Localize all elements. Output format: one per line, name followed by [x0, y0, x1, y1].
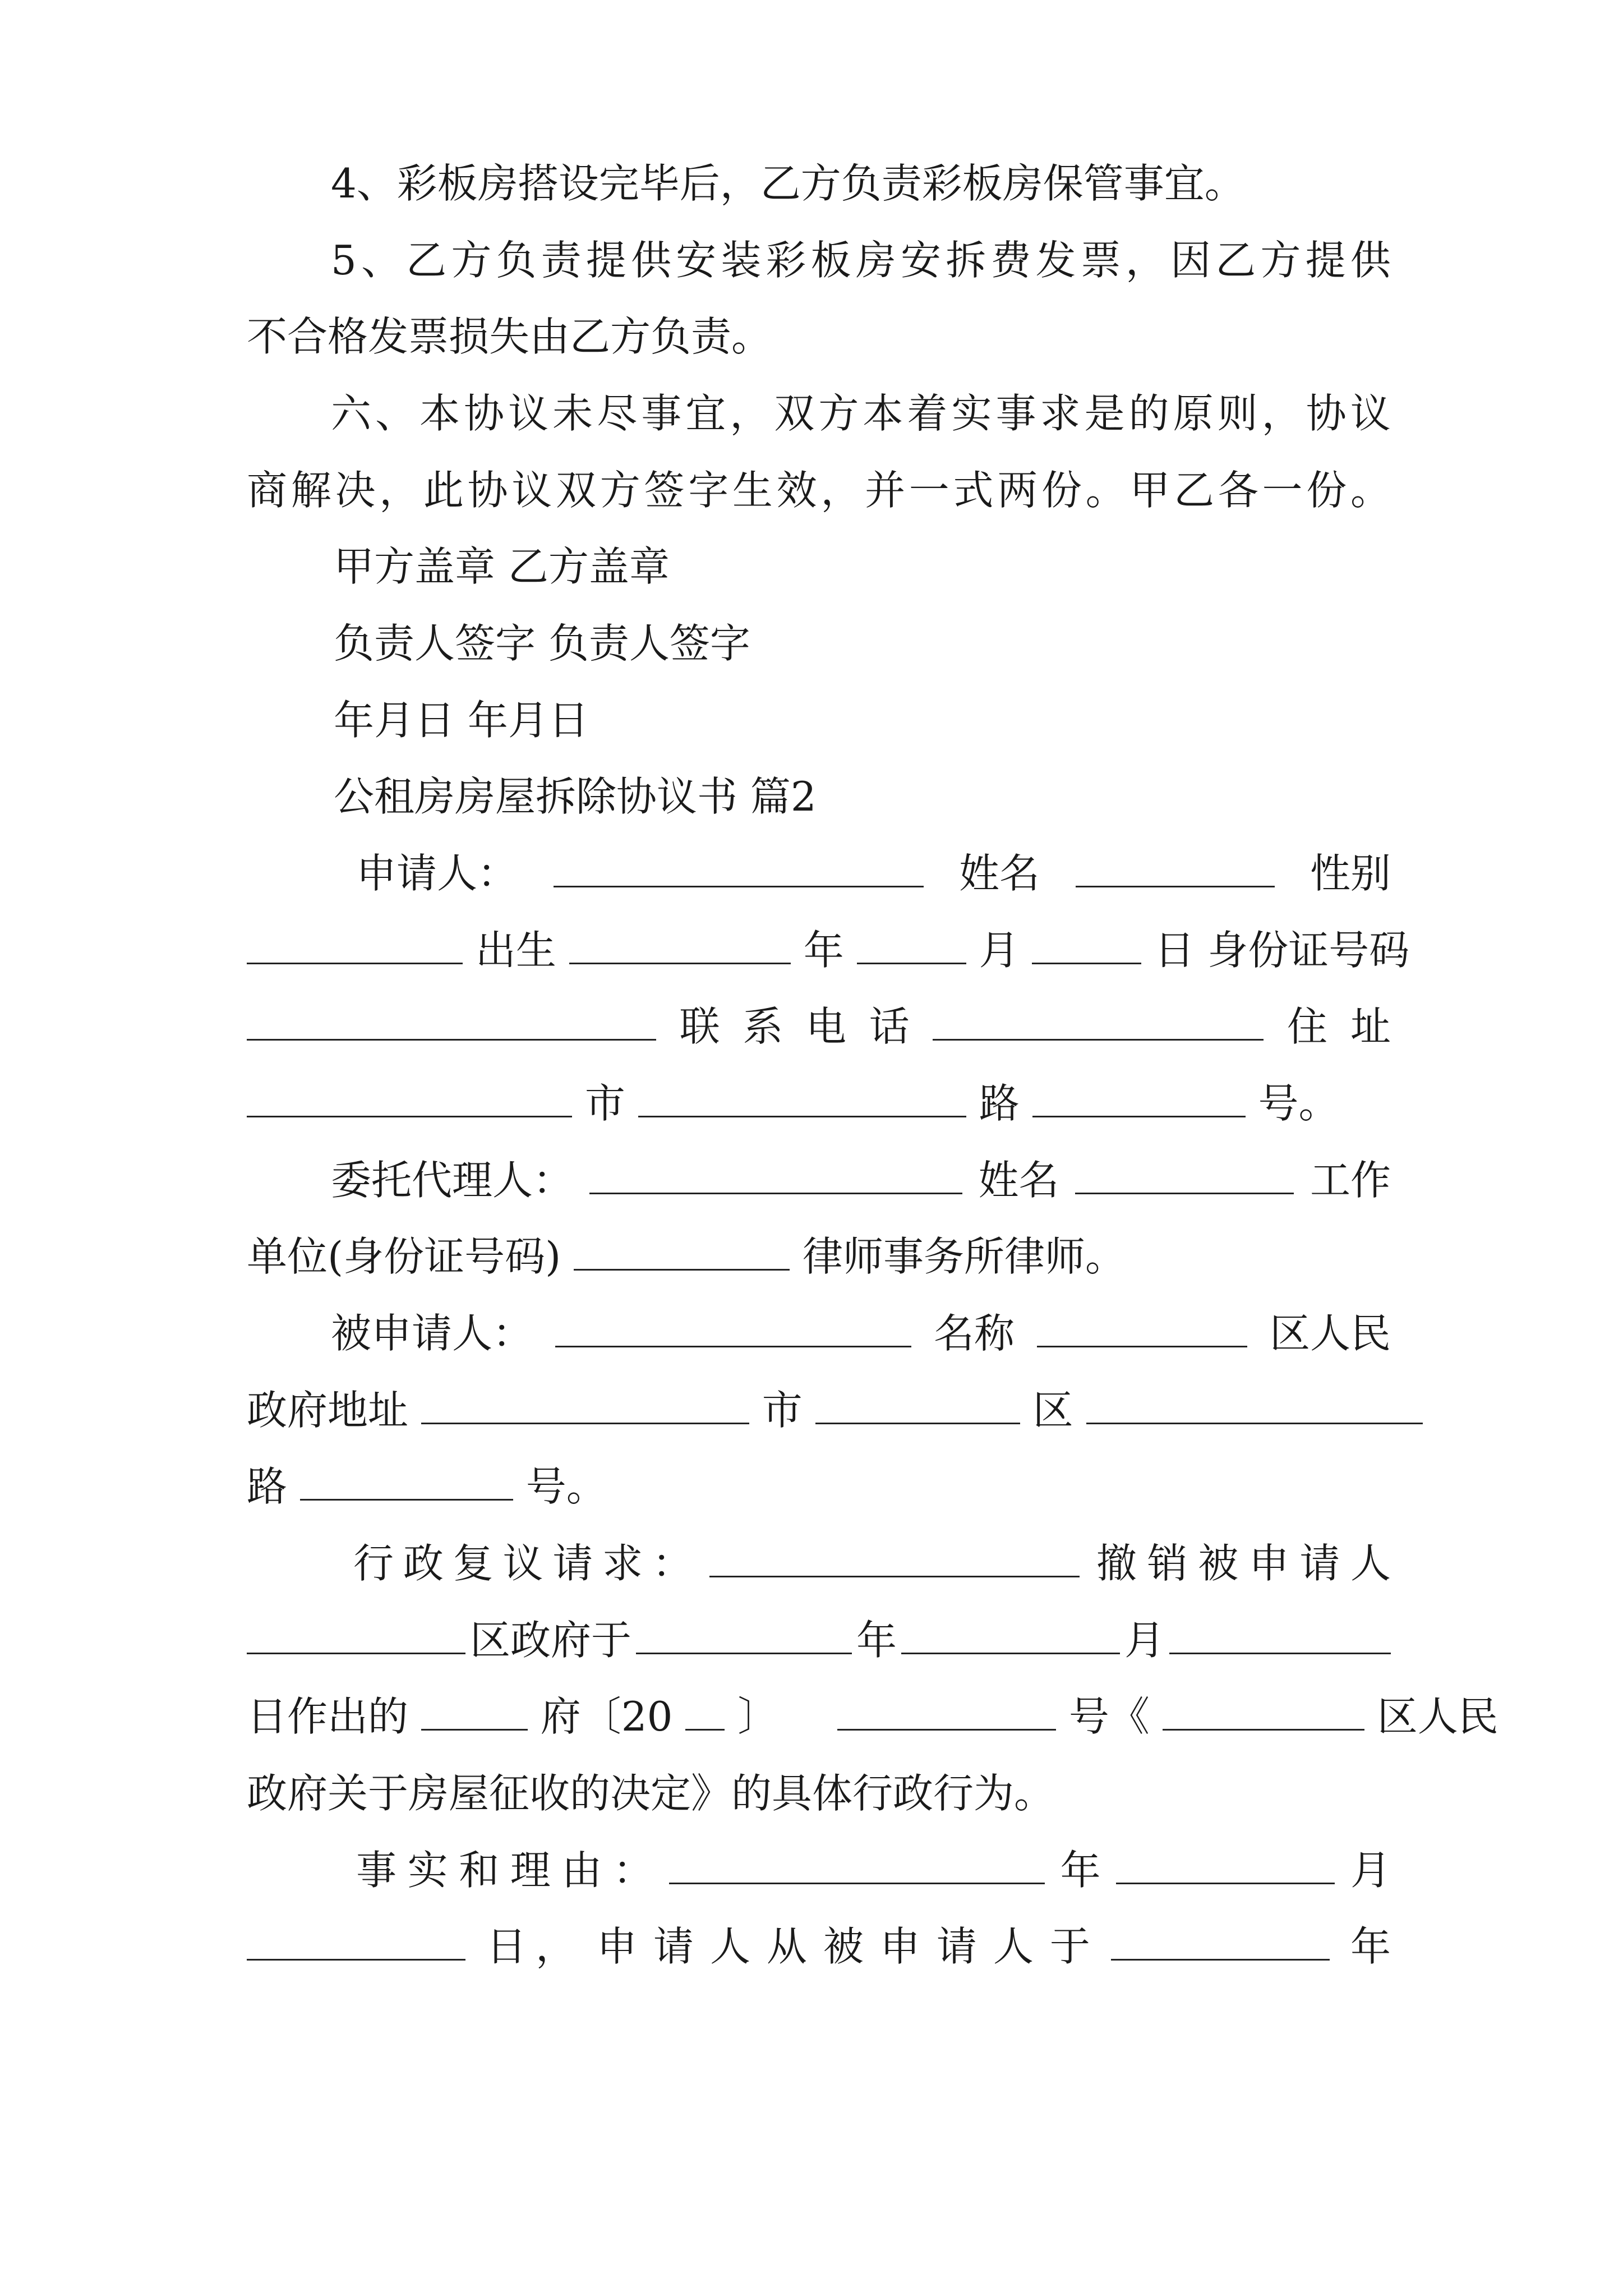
- char: 被: [1198, 1540, 1239, 1587]
- char: 板: [810, 237, 851, 284]
- blank[interactable]: [1086, 1390, 1423, 1424]
- blank[interactable]: [837, 1696, 1056, 1731]
- name-label: 姓名: [978, 1157, 1059, 1204]
- day-comma-label: [486, 1917, 576, 1976]
- blank[interactable]: [300, 1466, 513, 1501]
- char: 协: [467, 467, 508, 514]
- applicant-label: [356, 844, 518, 903]
- char: 六: [331, 390, 372, 437]
- district-people-label: 区人民: [1269, 1310, 1391, 1357]
- char: 系: [743, 1003, 783, 1050]
- char: 人: [1350, 1540, 1391, 1587]
- blank[interactable]: [421, 1696, 528, 1731]
- request-label: [353, 1534, 693, 1593]
- char: 议: [508, 390, 549, 437]
- made-on-label: 日作出的: [247, 1693, 409, 1740]
- request-line-3: [247, 1687, 1498, 1746]
- char: 话: [869, 1003, 910, 1050]
- gov-address-label: 政府地址: [247, 1387, 409, 1434]
- char: 政: [403, 1540, 444, 1587]
- month-label: 月: [1350, 1847, 1391, 1894]
- char: 由: [561, 1847, 602, 1894]
- char: ，: [379, 467, 420, 514]
- blank[interactable]: [857, 930, 966, 964]
- day-label: 日: [1154, 927, 1195, 974]
- respondent-line-2: [247, 1381, 1391, 1439]
- blank[interactable]: [669, 1850, 1045, 1884]
- char: 签: [644, 467, 685, 514]
- char: 则: [1217, 390, 1258, 437]
- char: 撤: [1096, 1540, 1137, 1587]
- char: 各: [1218, 467, 1258, 514]
- char: 。: [1350, 467, 1391, 514]
- char: ：: [612, 1847, 653, 1894]
- blank[interactable]: [247, 930, 463, 964]
- char: 方: [1260, 237, 1301, 284]
- blank[interactable]: [247, 1006, 656, 1041]
- char: 解: [291, 467, 331, 514]
- char: 申: [596, 1923, 637, 1970]
- char: 双: [774, 390, 815, 437]
- blank[interactable]: [247, 1620, 465, 1654]
- applicant-line-4: [247, 1074, 1391, 1133]
- char: 原: [1173, 390, 1214, 437]
- char: 提: [1305, 237, 1346, 284]
- char: 的: [1128, 390, 1169, 437]
- city-label: 市: [762, 1387, 803, 1434]
- char: 供: [1350, 237, 1391, 284]
- char: 本: [863, 390, 903, 437]
- char: 销: [1147, 1540, 1188, 1587]
- char: 事: [356, 1847, 397, 1894]
- char: 请: [1299, 1540, 1340, 1587]
- char: 请: [396, 850, 437, 897]
- char: ，: [1261, 390, 1302, 437]
- char: 申: [356, 850, 397, 897]
- name-label: [959, 844, 1040, 903]
- char: 电: [805, 1003, 846, 1050]
- month-label: 月: [1124, 1617, 1165, 1664]
- char: 份: [1306, 467, 1347, 514]
- char: 两: [997, 467, 1038, 514]
- char: 因: [1170, 237, 1211, 284]
- blank[interactable]: [1111, 1926, 1330, 1961]
- char: 方: [600, 467, 640, 514]
- applicant-line-2: [247, 921, 1410, 979]
- char: 住: [1287, 1003, 1327, 1050]
- char: 安: [676, 237, 717, 284]
- number-label: 号。: [1258, 1080, 1339, 1127]
- char: 乙: [406, 237, 447, 284]
- char: 。: [1085, 467, 1126, 514]
- request-line-4: 政府关于房屋征收的决定》的具体行政行为。: [247, 1770, 1055, 1817]
- char: 着: [907, 390, 948, 437]
- district-label: 区: [1032, 1387, 1073, 1434]
- char: 请: [653, 1923, 694, 1970]
- blank[interactable]: [1076, 853, 1275, 887]
- char: 理: [510, 1847, 551, 1894]
- applicant-line-3: [247, 997, 1391, 1056]
- char: 议: [511, 467, 552, 514]
- char: 人: [437, 850, 478, 897]
- fu-label: 府〔20: [540, 1693, 673, 1740]
- char: 甲: [1129, 467, 1170, 514]
- char: 房: [855, 237, 896, 284]
- blank[interactable]: [1037, 1313, 1247, 1347]
- road-label: 路: [247, 1463, 288, 1510]
- char: 联: [679, 1003, 720, 1050]
- blank[interactable]: [815, 1390, 1020, 1424]
- char: 一: [909, 467, 949, 514]
- char: 姓: [959, 850, 1000, 897]
- char: 负: [496, 237, 537, 284]
- work-label: 工作: [1310, 1157, 1391, 1204]
- char: 请: [552, 1540, 593, 1587]
- blank[interactable]: [247, 1926, 465, 1961]
- district-people-label: 区人民: [1377, 1693, 1498, 1740]
- request-line-2: [247, 1611, 1391, 1669]
- char: 效: [776, 467, 817, 514]
- char: 装: [721, 237, 762, 284]
- clause-5-cont: 不合格发票损失由乙方负责。: [247, 313, 772, 360]
- clause-5: [247, 231, 1391, 289]
- char: 、: [361, 237, 402, 284]
- respondent-label: 被申请人：: [331, 1310, 533, 1357]
- blank[interactable]: [574, 1236, 790, 1271]
- char: 双: [556, 467, 597, 514]
- clause-6: [247, 384, 1391, 443]
- char: 此: [423, 467, 464, 514]
- char: 是: [1084, 390, 1125, 437]
- blank[interactable]: [589, 1160, 962, 1194]
- char: 字: [688, 467, 729, 514]
- blank[interactable]: [709, 1543, 1080, 1577]
- hao-label: 号《: [1068, 1693, 1150, 1740]
- district-gov-label: 区政府于: [469, 1617, 631, 1664]
- char: 供: [631, 237, 672, 284]
- char: 和: [459, 1847, 500, 1894]
- char: 复: [453, 1540, 494, 1587]
- char: 被: [823, 1923, 864, 1970]
- char: 协: [464, 390, 505, 437]
- char: ，: [535, 1923, 576, 1970]
- applicant-line-1: [247, 844, 1391, 903]
- char: 实: [951, 390, 992, 437]
- char: 发: [1035, 237, 1076, 284]
- char: 求: [602, 1540, 643, 1587]
- applicant-from-label: [597, 1917, 1090, 1976]
- char: 议: [1350, 390, 1391, 437]
- blank[interactable]: [1169, 1620, 1391, 1654]
- phone-label: [680, 997, 910, 1056]
- char: 名: [999, 850, 1040, 897]
- char: ：: [652, 1540, 693, 1587]
- char: 从: [766, 1923, 807, 1970]
- date-line: 年月日 年月日: [334, 697, 589, 744]
- year-label: 年: [803, 927, 844, 974]
- char: 并: [865, 467, 906, 514]
- char: 商: [247, 467, 288, 514]
- char: 实: [407, 1847, 448, 1894]
- char: 提: [585, 237, 626, 284]
- blank[interactable]: [247, 1083, 572, 1117]
- char: 方: [818, 390, 859, 437]
- char: 份: [1041, 467, 1082, 514]
- clause-6-cont: [247, 461, 1391, 519]
- year-label: 年: [1350, 1923, 1391, 1970]
- blank[interactable]: [638, 1083, 966, 1117]
- agent-label: 委托代理人：: [331, 1157, 574, 1204]
- blank[interactable]: [555, 1313, 911, 1347]
- char: 性: [1310, 850, 1350, 897]
- char: 决: [335, 467, 376, 514]
- char: ，: [730, 390, 771, 437]
- blank[interactable]: [1032, 1083, 1246, 1117]
- char: 式: [953, 467, 994, 514]
- request-line-1: [247, 1534, 1391, 1593]
- char: 于: [1049, 1923, 1090, 1970]
- facts-line-2: [247, 1917, 1391, 1976]
- clause-4: 4、彩板房搭设完毕后，乙方负责彩板房保管事宜。: [331, 160, 1245, 207]
- char: 日: [486, 1923, 527, 1970]
- char: ，: [1125, 237, 1166, 284]
- agent-line-1: [247, 1151, 1391, 1209]
- signature-line: 负责人签字 负责人签字: [334, 620, 750, 667]
- agent-line-2: [247, 1227, 1391, 1286]
- blank[interactable]: [554, 853, 924, 887]
- blank[interactable]: [636, 1620, 852, 1654]
- char: 申: [1248, 1540, 1289, 1587]
- designation-label: 名称: [933, 1310, 1015, 1357]
- char: 宜: [685, 390, 726, 437]
- facts-line-1: [247, 1841, 1391, 1899]
- char: 乙: [1215, 237, 1256, 284]
- char: 申: [879, 1923, 920, 1970]
- char: 事: [641, 390, 682, 437]
- number-label: 号。: [525, 1463, 607, 1510]
- char: 议: [502, 1540, 543, 1587]
- char: ：: [477, 850, 518, 897]
- char: 拆: [946, 237, 986, 284]
- respondent-line-3: [247, 1457, 1391, 1516]
- char: 未: [552, 390, 593, 437]
- char: 生: [732, 467, 773, 514]
- char: 行: [353, 1540, 394, 1587]
- char: 责: [541, 237, 582, 284]
- year-label: 年: [856, 1617, 897, 1664]
- facts-label: [356, 1841, 653, 1899]
- blank[interactable]: [933, 1006, 1264, 1041]
- char: 请: [936, 1923, 977, 1970]
- char: 票: [1080, 237, 1121, 284]
- bracket-label: 〕: [737, 1693, 778, 1740]
- char: 求: [1040, 390, 1081, 437]
- address-label: [1287, 997, 1391, 1056]
- revoke-label: [1096, 1534, 1391, 1593]
- char: 安: [901, 237, 942, 284]
- char: 、: [375, 390, 416, 437]
- law-firm-label: 律师事务所律师。: [802, 1233, 1126, 1280]
- birth-label: 出生: [475, 927, 556, 974]
- char: 彩: [766, 237, 806, 284]
- char: 人: [993, 1923, 1034, 1970]
- id-number-label: 身份证号码: [1207, 927, 1410, 974]
- blank[interactable]: [1116, 1850, 1335, 1884]
- blank[interactable]: [569, 930, 791, 964]
- blank[interactable]: [1032, 930, 1141, 964]
- char: 址: [1350, 1003, 1391, 1050]
- char: 方: [451, 237, 492, 284]
- section-heading: 公租房房屋拆除协议书 篇2: [334, 773, 817, 820]
- char: 尽: [597, 390, 638, 437]
- unit-id-label: 单位(身份证号码): [247, 1233, 561, 1280]
- char: 乙: [1174, 467, 1215, 514]
- month-label: 月: [979, 927, 1020, 974]
- city-label: 市: [584, 1080, 625, 1127]
- blank[interactable]: [685, 1696, 725, 1731]
- respondent-line-1: [247, 1304, 1391, 1363]
- year-label: 年: [1060, 1847, 1101, 1894]
- char: 协: [1306, 390, 1347, 437]
- char: ，: [820, 467, 861, 514]
- seal-line: 甲方盖章 乙方盖章: [334, 543, 670, 590]
- blank[interactable]: [901, 1620, 1120, 1654]
- char: 别: [1350, 850, 1391, 897]
- blank[interactable]: [421, 1390, 749, 1424]
- char: 本: [419, 390, 460, 437]
- road-label: 路: [979, 1080, 1020, 1127]
- blank[interactable]: [1163, 1696, 1364, 1731]
- char: 一: [1262, 467, 1303, 514]
- char: 5: [331, 237, 357, 284]
- gender-label: [1310, 844, 1391, 903]
- char: 人: [709, 1923, 750, 1970]
- char: 事: [995, 390, 1036, 437]
- char: 费: [990, 237, 1031, 284]
- blank[interactable]: [1075, 1160, 1294, 1194]
